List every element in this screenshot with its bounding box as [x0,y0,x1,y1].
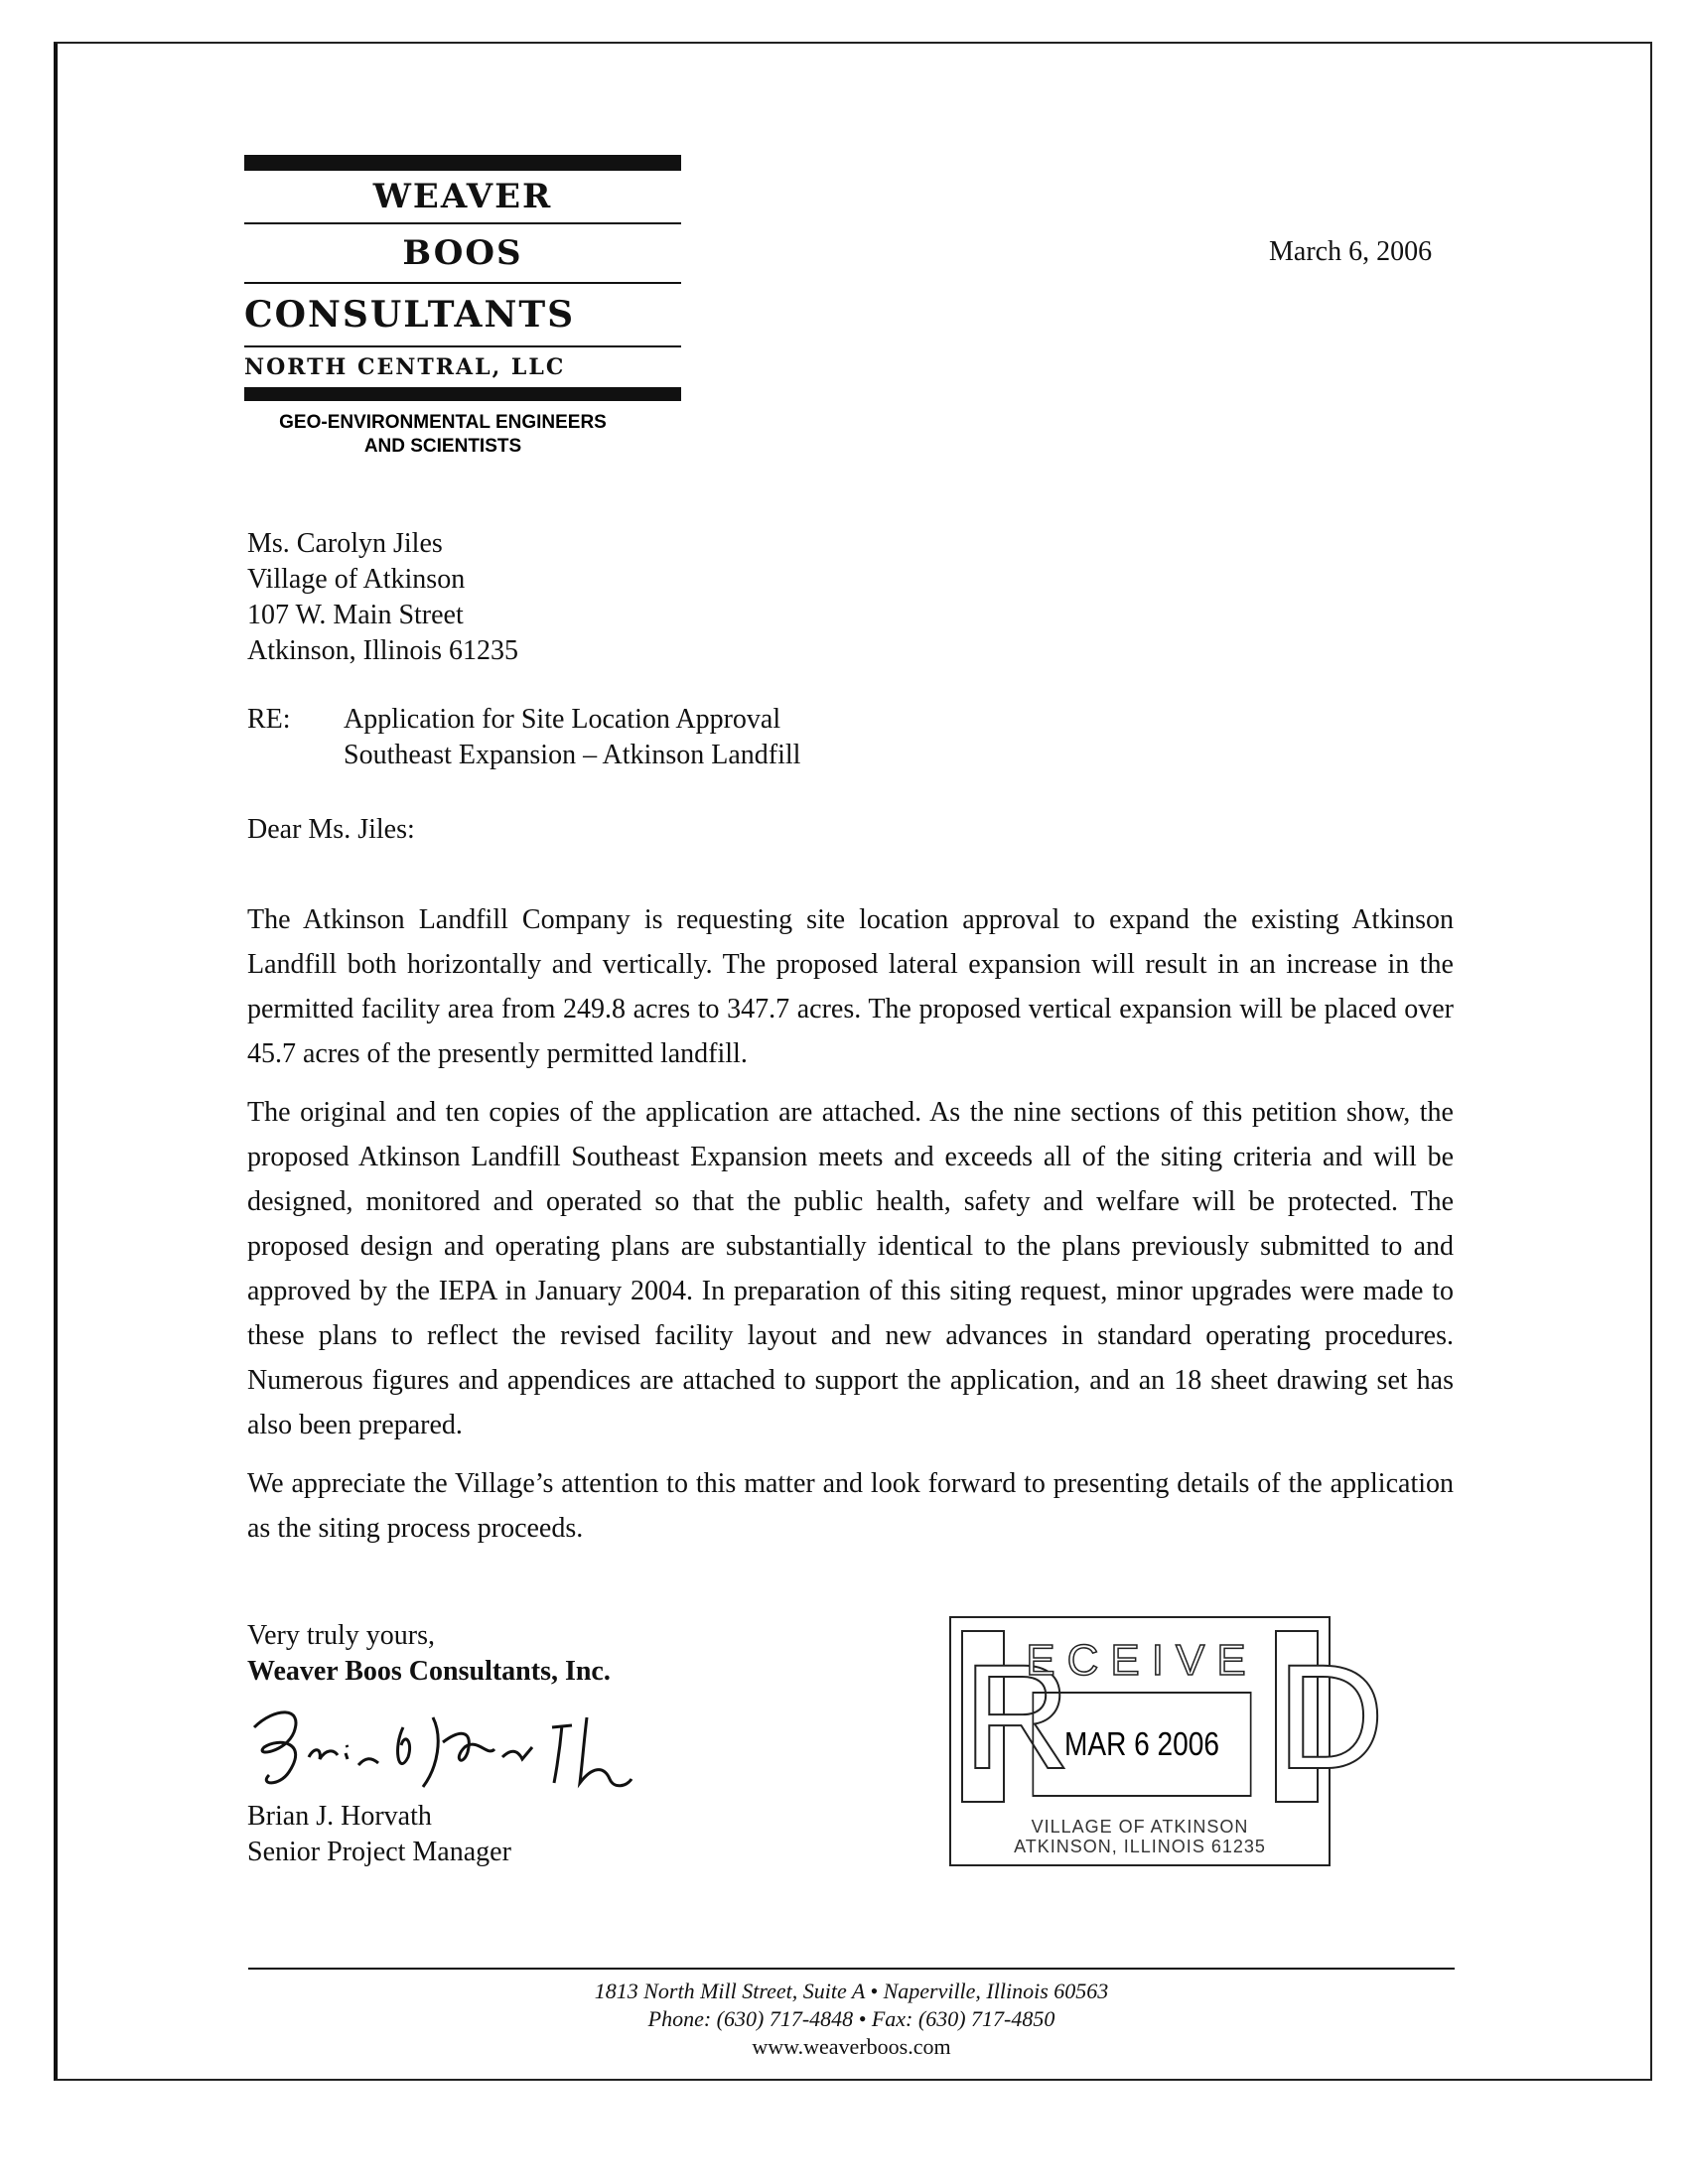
signer-block [247,1799,511,1870]
stamp-village [951,1817,1329,1856]
salutation: Dear Ms. Jiles: [247,814,415,845]
logo-tagline [224,411,661,459]
logo-line-consultants: CONSULTANTS [244,294,576,336]
recipient-org: Village of Atkinson [247,564,466,595]
stamp-eceive: ECEIVE [1026,1636,1258,1685]
letter-body [247,897,1454,1565]
logo-line-boos: BOOS [402,233,523,273]
tagline-line-2: AND SCIENTISTS [363,436,522,457]
logo-line-weaver: WEAVER [372,177,553,216]
stamp-village-line-1: VILLAGE OF ATKINSON [1031,1817,1249,1837]
closing-company: Weaver Boos Consultants, Inc. [247,1656,611,1687]
recipient-address [247,526,518,669]
logo-bottom-bar [244,387,681,401]
handwritten-signature [234,1688,651,1805]
body-paragraph-1: The Atkinson Landfill Company is requesting site location approval to expand the existing Atkinson Landfill both horizontally and vertically. The proposed lateral expansion will result in an increase in the permitted facility area from 249.8 acres to 347.7 acres. The proposed vertical expansion will be placed over 45.7 acres of the presently permitted landfill. [247,904,1454,1069]
body-paragraph-2: The original and ten copies of the application are attached. As the nine sections of this petition show, the proposed Atkinson Landfill Southeast Expansion meets and exceeds all of the siting criteria and will be designed, monitored and operated so that the public health, safety and welfare will be protected. The proposed design and operating plans are substantially identical to the plans previously submitted to and approved by the IEPA in January 2004. In preparation of this siting request, minor upgrades were made to these plans to reflect the revised facility layout and new advances in standard operating procedures. Numerous figures and appendices are attached to support the application, and an 18 sheet drawing set has also been prepared. [247,1097,1454,1440]
letter-date: March 6, 2006 [1269,236,1433,267]
tagline-line-1: GEO-ENVIRONMENTAL ENGINEERS [279,412,607,433]
closing-block [247,1618,611,1690]
footer-phone-fax: Phone: (630) 717-4848 • Fax: (630) 717-4850 [647,2006,1055,2031]
footer-address: 1813 North Mill Street, Suite A • Naperville, Illinois 60563 [594,1979,1109,2003]
logo-top-bar [244,155,681,171]
subject-line-1: Application for Site Location Approval [344,704,781,735]
stamp-letter-r: R [961,1630,1005,1803]
company-logo [244,155,681,459]
recipient-street: 107 W. Main Street [247,600,464,630]
valediction: Very truly yours, [247,1620,435,1651]
subject-label: RE: [247,704,291,735]
signer-name: Brian J. Horvath [247,1801,432,1832]
stamp-letter-d: D [1275,1630,1319,1803]
footer-website[interactable]: www.weaverboos.com [752,2034,951,2059]
logo-line-north-central: NORTH CENTRAL, LLC [244,354,566,380]
footer-rule [248,1968,1455,1970]
footer [248,1978,1455,2061]
received-stamp [949,1616,1385,1866]
recipient-name: Ms. Carolyn Jiles [247,528,443,559]
subject-line-2: Southeast Expansion – Atkinson Landfill [344,740,801,770]
body-paragraph-3: We appreciate the Village’s attention to this matter and look forward to presenting details of the application as the siting process proceeds. [247,1468,1454,1544]
signer-title: Senior Project Manager [247,1837,511,1867]
subject-lines [344,702,800,773]
stamp-date: MAR 6 2006 [1033,1692,1252,1797]
stamp-village-line-2: ATKINSON, ILLINOIS 61235 [1014,1837,1266,1856]
recipient-city: Atkinson, Illinois 61235 [247,635,519,666]
